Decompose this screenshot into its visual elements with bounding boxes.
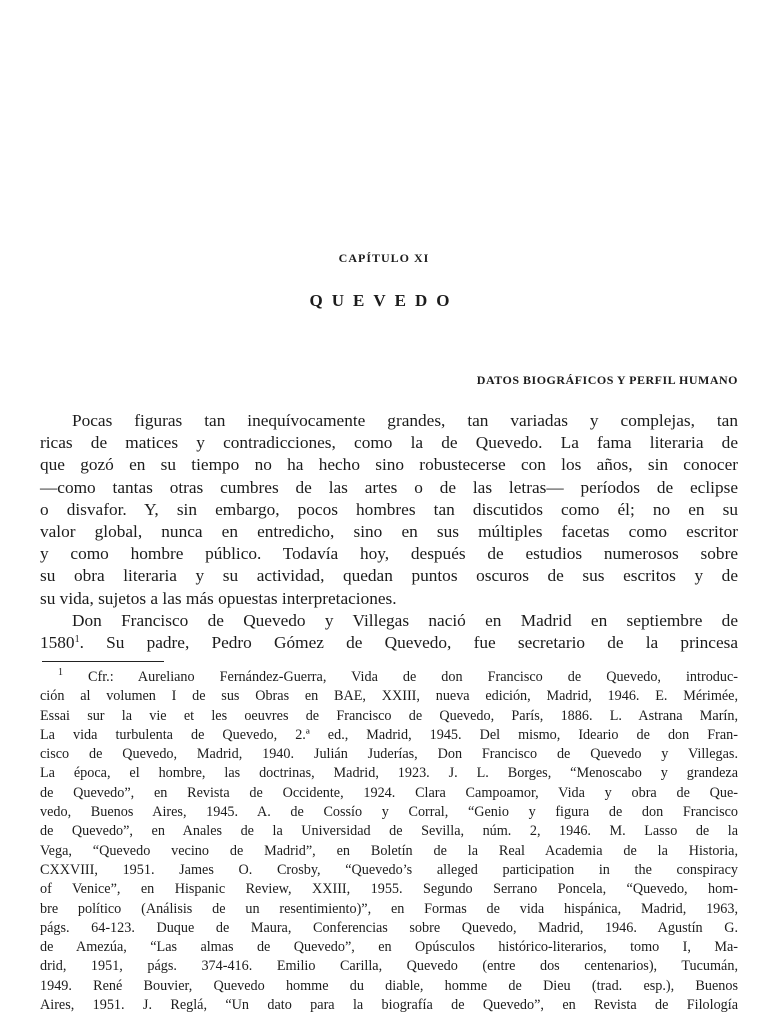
body-line: su vida, sujetos a las más opuestas interpretaciones. [40, 588, 397, 608]
footnote-line: La época, el hombre, las doctrinas, Madrid, 1923. J. L. Borges, “Menoscabo y grandeza [40, 765, 738, 782]
footnote-text: Cfr.: Aureliano Fernández-Guerra, Vida de don Francisco de Quevedo, introduc- [88, 669, 738, 685]
body-line: valor global, nunca en entredicho, sino en sus múltiples facetas como escritor [40, 521, 738, 541]
chapter-label: CAPÍTULO XI [338, 251, 430, 265]
footnote-divider [42, 661, 164, 662]
body-line: su obra literaria y su actividad, quedan puntos oscuros de sus escritos y de [40, 566, 738, 586]
footnote-line: drid, 1951, págs. 374-416. Emilio Carilla, Quevedo (entre dos centenarios), Tucumán, [40, 958, 738, 975]
body-line: ricas de matices y contradicciones, como la de Quevedo. La fama literaria de [40, 433, 738, 453]
footnote-line: cisco de Quevedo, Madrid, 1940. Julián Juderías, Don Francisco de Quevedo y Villegas. [40, 746, 738, 763]
footnote-line: págs. 64-123. Duque de Maura, Conferencias sobre Quevedo, Madrid, 1946. Agustín G. [40, 919, 738, 936]
footnote-line: vedo, Buenos Aires, 1945. A. de Cossío y Corral, “Genio y figura de don Francisco [40, 804, 738, 821]
footnote-line: Essai sur la vie et les oeuvres de Francisco de Quevedo, París, 1886. L. Astrana Marín, [40, 707, 738, 724]
body-text [40, 410, 738, 654]
footnote-number: 1 [58, 667, 63, 678]
footnote-line: 1949. René Bouvier, Quevedo homme du diable, homme de Dieu (trad. esp.), Buenos [40, 977, 738, 994]
body-line-with-note: 1580$^1$. Su padre, Pedro Gómez de Quevedo, fue secretario de la princesa [40, 632, 739, 652]
footnote-line: of Venice”, en Hispanic Review, XXIII, 1955. Segundo Serrano Poncela, “Quevedo, hom- [40, 881, 738, 898]
footnote-line: Aires, 1951. J. Reglá, “Un dato para la biografía de Quevedo”, en Revista de Filología [40, 997, 738, 1014]
footnote-line: bre político (Análisis de un resentimiento)”, en Formas de vida hispánica, Madrid, 1963, [40, 900, 738, 917]
footnote-line: La vida turbulenta de Quevedo, 2.ª ed., Madrid, 1945. Del mismo, Ideario de don Fran- [40, 726, 738, 743]
footnote-line: de Amezúa, “Las almas de Quevedo”, en Opúsculos histórico-literarios, tomo I, Ma- [40, 939, 738, 956]
body-line: y como hombre público. Todavía hoy, después de estudios numerosos sobre [40, 544, 738, 564]
chapter-title: QUEVEDO [309, 291, 459, 310]
footnote-line: Vega, “Quevedo vecino de Madrid”, en Boletín de la Real Academia de la Historia, [40, 842, 738, 859]
body-line: que gozó en su tiempo no ha hecho sino robustecerse con los años, sin conocer [40, 455, 738, 475]
footnote-line: CXXVIII, 1951. James O. Crosby, “Quevedo’s alleged participation in the conspiracy [40, 861, 738, 878]
body-line-rest: Su padre, Pedro Gómez de Quevedo, fue secretario de la princesa [106, 632, 739, 652]
body-line: Pocas figuras tan inequívocamente grandes, tan variadas y complejas, tan [72, 411, 738, 430]
footnote-ref: 1 [74, 633, 80, 645]
section-heading: DATOS BIOGRÁFICOS Y PERFIL HUMANO [476, 373, 738, 387]
footnote-line: de Quevedo”, en Anales de la Universidad de Sevilla, núm. 2, 1946. M. Lasso de la [40, 823, 738, 840]
body-line: o disvafor. Y, sin embargo, pocos hombres tan discutidos como él; no en su [40, 499, 738, 519]
footnote-line [40, 668, 738, 687]
body-line-start: 1580 [40, 632, 75, 652]
body-line: —como tantas otras cumbres de las artes o de las letras— períodos de eclipse [40, 477, 738, 497]
footnote-line: de Quevedo”, en Revista de Occidente, 1924. Clara Campoamor, Vida y obra de Que- [40, 784, 738, 801]
footnotes [40, 668, 738, 1015]
footnote-line: ción al volumen I de sus Obras en BAE, XXIII, nueva edición, Madrid, 1946. E. Mérimée, [40, 688, 738, 705]
body-line: Don Francisco de Quevedo y Villegas nació en Madrid en septiembre de [72, 610, 738, 630]
